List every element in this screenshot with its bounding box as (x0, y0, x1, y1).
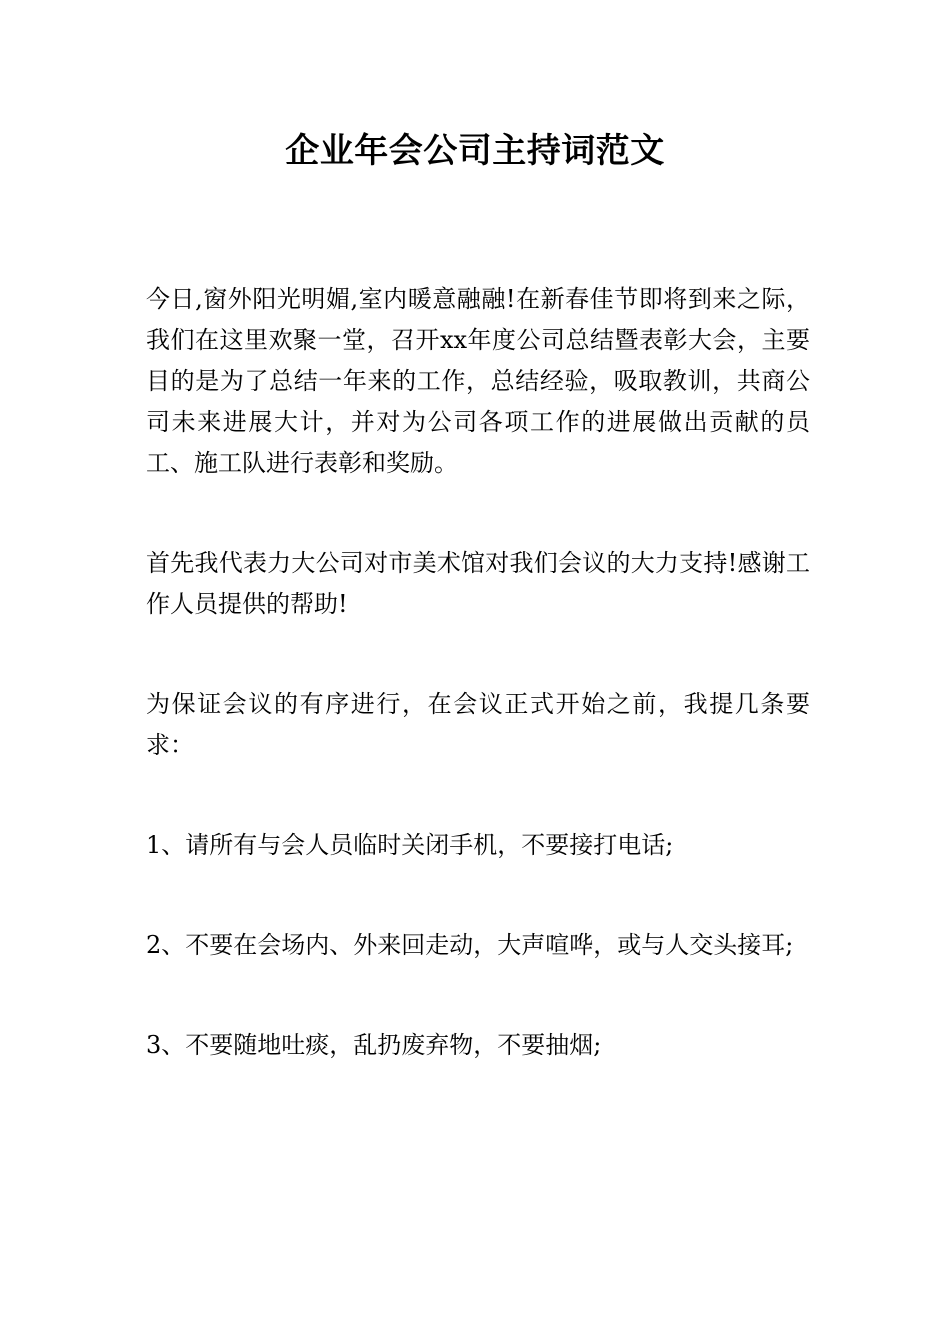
paragraph-requirements-intro: 为保证会议的有序进行，在会议正式开始之前，我提几条要求： (146, 690, 810, 759)
paragraph-rule-3: 3、不要随地吐痰，乱扔废弃物，不要抽烟; (146, 1031, 602, 1059)
paragraph-rule-1: 1、请所有与会人员临时关闭手机，不要接打电话; (146, 831, 674, 859)
document-title: 企业年会公司主持词范文 (285, 131, 665, 171)
paragraph-opening: 今日,窗外阳光明媚,室内暖意融融!在新春佳节即将到来之际，我们在这里欢聚一堂，召开xx年度公司总结暨表彰大会，主要目的是为了总结一年来的工作，总结经验，吸取教训，共商公司未来进展大计，并对为公司各项工作的进展做出贡献的员工、施工队进行表彰和奖励。 (146, 285, 810, 477)
paragraph-rule-2: 2、不要在会场内、外来回走动，大声喧哗，或与人交头接耳; (146, 931, 794, 959)
document-body (146, 279, 810, 1125)
paragraph-thanks: 首先我代表力大公司对市美术馆对我们会议的大力支持!感谢工作人员提供的帮助! (146, 549, 810, 618)
